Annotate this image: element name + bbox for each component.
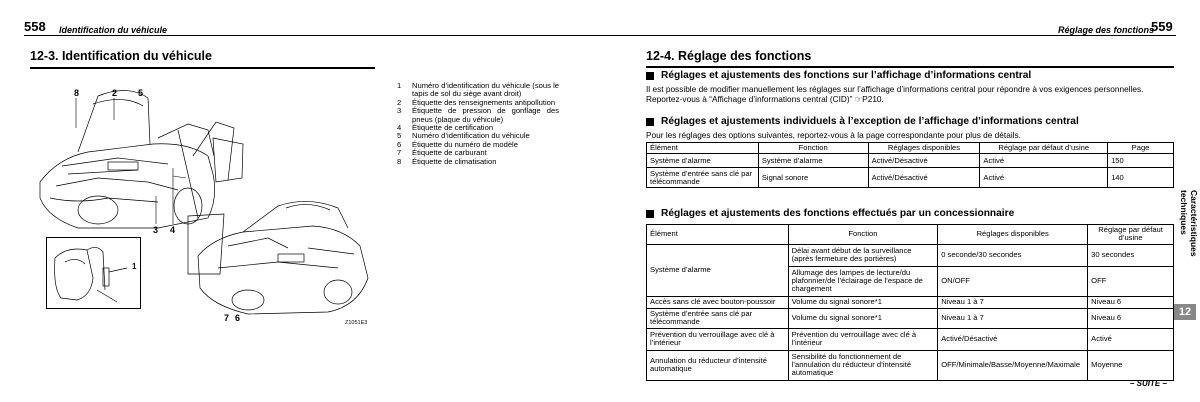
chapter-side-tab	[1176, 190, 1199, 300]
table-row: Système d’alarme Système d’alarme Activé/Désactivé Activé 150	[647, 154, 1174, 168]
callout-2: 2	[112, 88, 118, 98]
header-rule	[24, 35, 600, 36]
legend-list	[397, 82, 559, 166]
table-header-row: Élément Fonction Réglages disponibles Réglage par défaut d’usine	[647, 225, 1174, 245]
table-header-row: Élément Fonction Réglages disponibles Réglage par défaut d’usine Page	[647, 143, 1174, 154]
running-head: Réglage des fonctions	[1058, 25, 1155, 35]
page-number: 558	[24, 19, 46, 34]
square-bullet-icon	[646, 210, 654, 218]
table-row: Allumage des lampes de lecture/du plafonnier/de l’éclairage de l’espace de chargement ON/OFF OFF	[647, 266, 1174, 296]
seat-floor-illustration	[47, 238, 140, 308]
continued-label: – SUITE –	[1130, 379, 1167, 388]
square-bullet-icon	[646, 118, 654, 126]
callout-4: 4	[170, 225, 176, 235]
subsection-heading: Réglages et ajustements des fonctions effectués par un concessionnaire	[646, 208, 1014, 219]
callout-5: 5	[138, 88, 144, 98]
section-title: 12-3. Identification du véhicule	[30, 49, 212, 63]
table-row: Annulation du réducteur d’intensité automatique Sensibilité du fonctionnement de l’annulation du réducteur d’intensité automatique OFF/Minimale/Basse/Moyenne/Maximale Moyenne	[647, 350, 1174, 380]
section-rule	[646, 66, 1174, 68]
header-rule	[600, 35, 1176, 36]
figure-code: Z1051E3	[345, 320, 368, 326]
subsection-heading: Réglages et ajustements des fonctions sur l’affichage d’informations central	[646, 70, 1031, 81]
table-row: Prévention du verrouillage avec clé à l’intérieur Prévention du verrouillage avec clé à l’intérieur Activé/Désactivé Activé	[647, 328, 1174, 350]
list-item: 5 Numéro d’identification du véhicule	[397, 131, 530, 141]
page-number: 559	[1151, 19, 1173, 34]
table-row: Accès sans clé avec bouton-poussoir Volume du signal sonore*1 Niveau 1 à 7 Niveau 6	[647, 296, 1174, 308]
paragraph: Pour les réglages des options suivantes, reportez-vous à la page correspondante pour plus de détails.	[646, 130, 1021, 140]
table-row: Système d’entrée sans clé par télécommande Signal sonore Activé/Désactivé Activé 140	[647, 168, 1174, 188]
dealer-settings-table	[646, 224, 1174, 381]
table-row: Système d’entrée sans clé par télécommande Volume du signal sonore*1 Niveau 1 à 7 Niveau 6	[647, 308, 1174, 328]
running-head: Identification du véhicule	[59, 25, 168, 35]
chapter-number: 12	[1174, 304, 1196, 320]
paragraph: Il est possible de modifier manuellement les réglages sur l’affichage d’informations central pour répondre à vos exigences personnelles. Reportez-vous à “Affichage d’informations central (CID)” ☞P210.	[646, 84, 1144, 104]
callout-1: 1	[132, 262, 137, 271]
settings-table	[646, 142, 1174, 188]
seat-inset-figure	[46, 237, 141, 309]
list-item: 2 Étiquette des renseignements antipollution	[397, 97, 556, 107]
section-title: 12-4. Réglage des fonctions	[646, 49, 812, 63]
section-rule	[30, 67, 375, 69]
list-item: 4 Étiquette de certification	[397, 123, 494, 133]
callout-3: 3	[153, 225, 159, 235]
right-page	[600, 0, 1200, 402]
callout-6: 6	[235, 313, 241, 323]
table-row: Système d’alarme Délai avant début de la surveillance (après fermeture des portières) 0 seconde/30 secondes 30 secondes	[647, 244, 1174, 266]
list-item: 7 Étiquette de carburant	[397, 148, 487, 158]
square-bullet-icon	[646, 72, 654, 80]
callout-8: 8	[74, 88, 80, 98]
list-item: 8 Étiquette de climatisation	[397, 156, 497, 166]
list-item: 6 Étiquette du numéro de modèle	[397, 139, 518, 149]
chapter-title: Caractéristiques techniques	[1179, 190, 1199, 257]
list-item: 3 Étiquette de pression de gonflage des pneus (plaque du véhicule)	[397, 106, 559, 124]
subsection-heading: Réglages et ajustements individuels à l’exception de l’affichage d’informations central	[646, 116, 1079, 127]
list-item: 1 Numéro d’identification du véhicule (sous le tapis de sol du siège avant droit)	[397, 81, 559, 99]
callout-7: 7	[224, 313, 230, 323]
